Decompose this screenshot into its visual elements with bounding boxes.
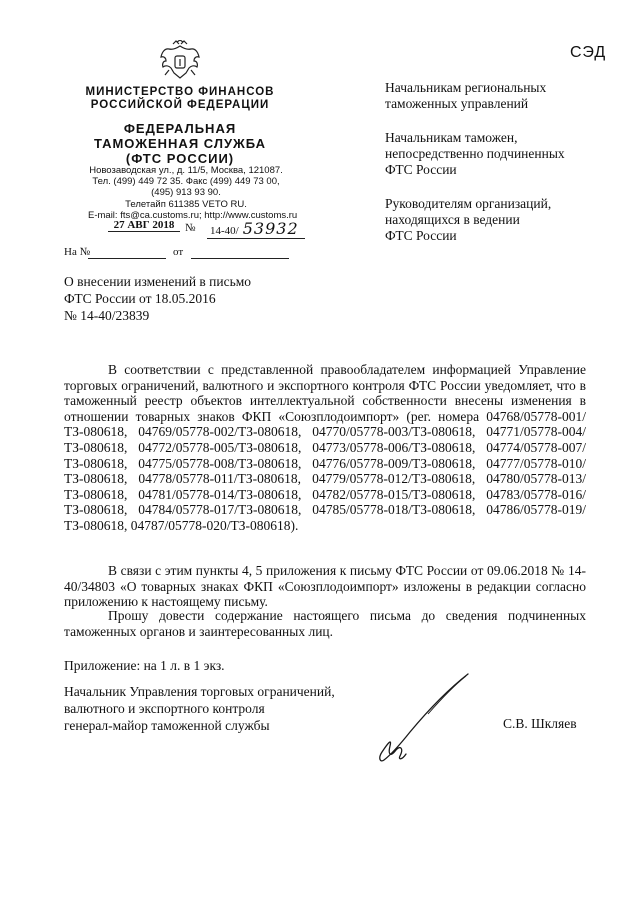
reference-date-blank (191, 246, 289, 259)
addressee-block (385, 130, 615, 178)
subject-line: О внесении изменений в письмо (64, 274, 252, 289)
reference-date-label: от (173, 246, 184, 258)
contact-line: Тел. (499) 449 72 35. Факс (499) 449 73 00, (92, 176, 280, 188)
addressee-line: ФТС России (385, 162, 457, 177)
contact-block (80, 165, 298, 221)
signer-title (64, 683, 384, 734)
addressee-block (385, 196, 615, 244)
reference-number-label: На № (64, 246, 91, 258)
addressee-line: ФТС России (385, 228, 457, 243)
service-line: ФЕДЕРАЛЬНАЯ (123, 121, 237, 136)
addressee-block (385, 80, 615, 112)
service-line: ТАМОЖЕННАЯ СЛУЖБА (93, 136, 267, 151)
registration-number-label: № (185, 222, 196, 234)
registration-number-handwritten: 53932 (242, 219, 299, 238)
body-paragraph: В связи с этим пункты 4, 5 приложения к письму ФТС России от 09.06.2018 № 14-40/34803 «О товарных знаках ФКП «Союзплодоимпорт» изложены в редакции согласно приложению к настоящему письму. (64, 563, 586, 610)
addressee-line: Руководителям организаций, (385, 196, 552, 211)
addressee-line: непосредственно подчиненных (385, 146, 565, 161)
ministry-name (80, 86, 280, 112)
signer-name: С.В. Шкляев (503, 716, 577, 731)
letter-subject (64, 273, 324, 324)
signer-title-line: Начальник Управления торговых ограничений, (64, 684, 335, 699)
service-name (80, 121, 280, 166)
body-paragraph: В соответствии с представленной правообладателем информацией Управление торговых ограничений, валютного и экспортного контроля ФТС России уведомляет, что в таможенный реестр объектов интеллектуальной собственности внесены изменения в отношении товарных знаков ФКП «Союзплодоимпорт» (рег. номера 04768/05778-001/ТЗ-080618, 04769/05778-002/ТЗ-080618, 04770/05778-003/ТЗ-080618, 04771/05778-004/ТЗ-080618, 04772/05778-005/ТЗ-080618, 04773/05778-006/ТЗ-080618, 04774/05778-007/ТЗ-080618, 04775/05778-008/ТЗ-080618, 04776/05778-009/ТЗ-080618, 04777/05778-010/ТЗ-080618, 04778/05778-011/ТЗ-080618, 04779/05778-012/ТЗ-080618, 04780/05778-013/ТЗ-080618, 04781/05778-014/ТЗ-080618, 04782/05778-015/ТЗ-080618, 04783/05778-016/ТЗ-080618, 04784/05778-017/ТЗ-080618, 04785/05778-018/ТЗ-080618, 04786/05778-019/ТЗ-080618, 04787/05778-020/ТЗ-080618). (64, 362, 586, 533)
addressee-line: таможенных управлений (385, 96, 529, 111)
registration-number-prefix: 14-40/ (210, 225, 239, 237)
signer-title-line: валютного и экспортного контроля (64, 701, 265, 716)
registration-number (207, 219, 305, 239)
reference-number-blank (88, 246, 166, 259)
signer-title-line: генерал-майор таможенной службы (64, 718, 270, 733)
handwritten-signature (370, 670, 470, 770)
registration-date: 27 АВГ 2018 (108, 219, 180, 232)
subject-line: № 14-40/23839 (64, 308, 150, 323)
addressee-line: Начальникам региональных (385, 80, 547, 95)
service-line: (ФТС РОССИИ) (125, 151, 235, 166)
addressee-line: находящихся в ведении (385, 212, 520, 227)
ministry-line: РОССИЙСКОЙ ФЕДЕРАЦИИ (90, 99, 270, 111)
subject-line: ФТС России от 18.05.2016 (64, 291, 216, 306)
document-system-mark: СЭД (570, 44, 607, 61)
addressee-line: Начальникам таможен, (385, 130, 518, 145)
ministry-line: МИНИСТЕРСТВО ФИНАНСОВ (85, 86, 275, 98)
contact-line: Телетайп 611385 VETO RU. (125, 198, 247, 210)
appendix-note: Приложение: на 1 л. в 1 экз. (64, 658, 225, 673)
coat-of-arms-emblem (157, 40, 203, 82)
contact-line: (495) 913 93 90. (151, 187, 221, 199)
contact-line: Новозаводская ул., д. 11/5, Москва, 121087. (89, 165, 283, 176)
body-paragraph: Прошу довести содержание настоящего письма до сведения подчиненных таможенных органов и заинтересованных лиц. (64, 608, 586, 639)
contact-line: E-mail: fts@ca.customs.ru; http://www.customs.ru (88, 209, 298, 221)
